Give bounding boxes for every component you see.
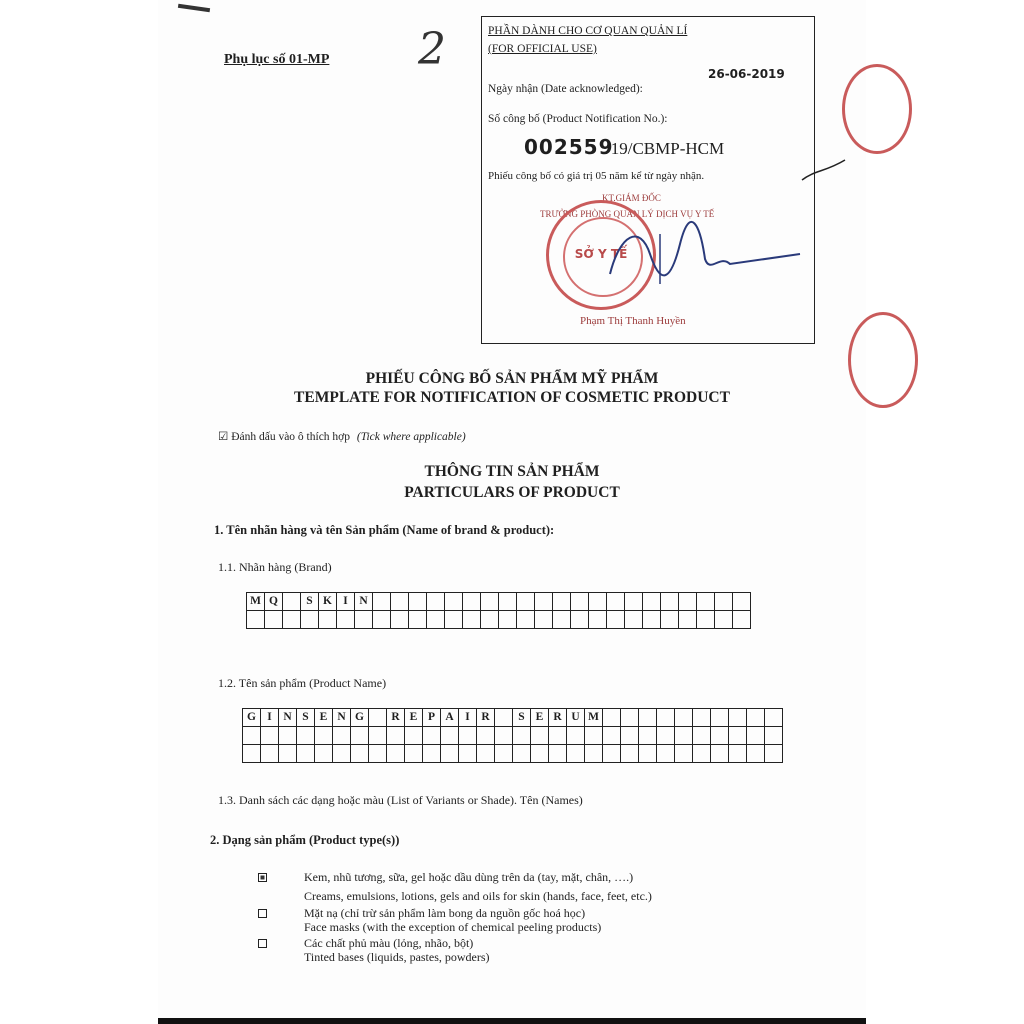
grid-cell (297, 727, 315, 745)
product-type-vi: Kem, nhũ tương, sữa, gel hoặc dầu dùng trên da (tay, mặt, chân, ….) (304, 870, 634, 884)
grid-cell (639, 709, 657, 727)
grid-cell (427, 611, 445, 629)
grid-cell (409, 593, 427, 611)
grid-cell (765, 727, 783, 745)
grid-cell: G (243, 709, 261, 727)
grid-cell (319, 611, 337, 629)
grid-cell: Q (265, 593, 283, 611)
grid-cell: S (513, 709, 531, 727)
product-type-en: Face masks (with the exception of chemical peeling products) (304, 920, 602, 934)
grid-cell (603, 727, 621, 745)
grid-cell (315, 727, 333, 745)
grid-cell (571, 593, 589, 611)
grid-cell (733, 611, 751, 629)
grid-cell (715, 593, 733, 611)
section-2-heading: 2. Dạng sản phẩm (Product type(s)) (210, 833, 400, 847)
grid-cell (765, 709, 783, 727)
product-name-label: 1.2. Tên sản phẩm (Product Name) (218, 676, 387, 690)
product-type-en: Creams, emulsions, lotions, gels and oils for skin (hands, face, feet, etc.) (304, 889, 652, 903)
grid-cell (553, 611, 571, 629)
grid-cell: R (549, 709, 567, 727)
grid-cell (697, 593, 715, 611)
grid-cell (441, 745, 459, 763)
grid-cell (625, 611, 643, 629)
brand-row-2 (247, 611, 751, 629)
grid-cell (373, 611, 391, 629)
grid-cell (747, 745, 765, 763)
official-use-box (481, 16, 815, 344)
grid-cell (715, 611, 733, 629)
product-row-3 (243, 745, 783, 763)
date-label: Ngày nhận (Date acknowledged): (488, 83, 643, 95)
grid-cell: E (405, 709, 423, 727)
grid-cell (481, 611, 499, 629)
product-type-vi: Mặt nạ (chỉ trừ sản phẩm làm bong da nguồn gốc hoá học) (304, 906, 586, 920)
grid-cell (693, 709, 711, 727)
grid-cell: K (319, 593, 337, 611)
grid-cell (747, 709, 765, 727)
grid-cell (711, 709, 729, 727)
bottom-edge (158, 1018, 866, 1024)
grid-cell (607, 593, 625, 611)
product-row-2 (243, 727, 783, 745)
grid-cell (477, 745, 495, 763)
official-title-en: (FOR OFFICIAL USE) (488, 43, 597, 55)
grid-cell (445, 593, 463, 611)
grid-cell: N (333, 709, 351, 727)
grid-cell (459, 745, 477, 763)
date-acknowledged: 26-06-2019 (708, 67, 785, 81)
grid-cell (585, 745, 603, 763)
grid-cell: R (387, 709, 405, 727)
validity-note: Phiếu công bố có giá trị 05 năm kể từ ngày nhận. (488, 170, 705, 182)
notification-suffix: /19/CBMP-HCM (606, 139, 725, 158)
grid-cell (621, 745, 639, 763)
grid-cell (679, 611, 697, 629)
signer-dept: TRƯỞNG PHÒNG QUẢN LÝ DỊCH VỤ Y TẾ (540, 209, 715, 219)
tick-box-icon: ☑ (218, 431, 229, 443)
grid-cell (459, 727, 477, 745)
grid-cell (495, 727, 513, 745)
grid-cell (693, 727, 711, 745)
grid-cell (499, 593, 517, 611)
handwritten-number: 2 (418, 24, 446, 75)
grid-cell: E (315, 709, 333, 727)
grid-cell (351, 727, 369, 745)
grid-cell (391, 593, 409, 611)
grid-cell (301, 611, 319, 629)
grid-cell (333, 745, 351, 763)
grid-cell (657, 709, 675, 727)
grid-cell (531, 745, 549, 763)
grid-cell (463, 593, 481, 611)
grid-cell (279, 727, 297, 745)
signer-title: KT.GIÁM ĐỐC (602, 193, 661, 203)
grid-cell (247, 611, 265, 629)
grid-cell (621, 709, 639, 727)
grid-cell (625, 593, 643, 611)
variants-label: 1.3. Danh sách các dạng hoặc màu (List of Variants or Shade). Tên (Names) (218, 793, 583, 807)
grid-cell (549, 727, 567, 745)
grid-cell (423, 745, 441, 763)
grid-cell (729, 727, 747, 745)
grid-cell (445, 611, 463, 629)
grid-cell: P (423, 709, 441, 727)
grid-cell (405, 727, 423, 745)
grid-cell (729, 745, 747, 763)
grid-cell (387, 727, 405, 745)
grid-cell (585, 727, 603, 745)
grid-cell (499, 611, 517, 629)
grid-cell (513, 745, 531, 763)
grid-cell (693, 745, 711, 763)
grid-cell (261, 745, 279, 763)
official-title-vi: PHẦN DÀNH CHO CƠ QUAN QUẢN LÍ (488, 25, 688, 37)
grid-cell: R (477, 709, 495, 727)
grid-cell (369, 709, 387, 727)
grid-cell (481, 593, 499, 611)
grid-cell (315, 745, 333, 763)
grid-cell (657, 727, 675, 745)
product-type-checkbox[interactable] (258, 909, 267, 918)
particulars-vi: THÔNG TIN SẢN PHẨM (424, 463, 600, 480)
grid-cell (261, 727, 279, 745)
grid-cell: S (301, 593, 319, 611)
section-1-heading: 1. Tên nhãn hàng và tên Sản phẩm (Name of brand & product): (214, 523, 555, 537)
grid-cell (297, 745, 315, 763)
grid-cell: N (279, 709, 297, 727)
product-type-checkbox[interactable] (258, 873, 267, 882)
grid-cell: I (337, 593, 355, 611)
grid-cell (643, 593, 661, 611)
grid-cell (589, 611, 607, 629)
grid-cell (675, 709, 693, 727)
grid-cell: M (585, 709, 603, 727)
grid-cell (427, 593, 445, 611)
grid-cell (279, 745, 297, 763)
grid-cell (513, 727, 531, 745)
grid-cell (369, 745, 387, 763)
grid-cell: I (261, 709, 279, 727)
grid-cell (387, 745, 405, 763)
grid-cell (423, 727, 441, 745)
grid-cell (621, 727, 639, 745)
brand-row-1 (247, 593, 751, 611)
grid-cell (567, 727, 585, 745)
grid-cell (441, 727, 459, 745)
grid-cell (243, 745, 261, 763)
grid-cell: E (531, 709, 549, 727)
grid-cell (639, 745, 657, 763)
signer-name: Phạm Thị Thanh Huyền (580, 315, 686, 327)
grid-cell (571, 611, 589, 629)
grid-cell (373, 593, 391, 611)
tick-note-en: (Tick where applicable) (356, 431, 466, 443)
grid-cell (679, 593, 697, 611)
notification-label: Số công bố (Product Notification No.): (488, 113, 668, 125)
grid-cell (639, 727, 657, 745)
brand-grid (246, 592, 751, 629)
grid-cell (463, 611, 481, 629)
grid-cell (729, 709, 747, 727)
grid-cell (535, 611, 553, 629)
grid-cell (333, 727, 351, 745)
seal-text: SỞ Y TẾ (574, 247, 628, 261)
product-type-vi: Các chất phủ màu (lỏng, nhão, bột) (304, 936, 474, 950)
grid-cell (243, 727, 261, 745)
grid-cell (405, 745, 423, 763)
grid-cell (589, 593, 607, 611)
grid-cell (369, 727, 387, 745)
grid-cell (531, 727, 549, 745)
grid-cell (549, 745, 567, 763)
tick-note (218, 429, 466, 443)
side-seal-top (842, 64, 912, 154)
grid-cell: N (355, 593, 373, 611)
particulars-en: PARTICULARS OF PRODUCT (404, 484, 620, 501)
grid-cell (283, 593, 301, 611)
grid-cell: U (567, 709, 585, 727)
grid-cell (747, 727, 765, 745)
grid-cell (603, 745, 621, 763)
grid-cell (603, 709, 621, 727)
title-en: TEMPLATE FOR NOTIFICATION OF COSMETIC PRODUCT (294, 389, 730, 406)
grid-cell (765, 745, 783, 763)
title-vi: PHIẾU CÔNG BỐ SẢN PHẨM MỸ PHẨM (365, 370, 659, 387)
brand-label: 1.1. Nhãn hàng (Brand) (218, 560, 332, 574)
grid-cell (567, 745, 585, 763)
grid-cell: I (459, 709, 477, 727)
signature (600, 214, 820, 294)
grid-cell (409, 611, 427, 629)
grid-cell (711, 727, 729, 745)
grid-cell: S (297, 709, 315, 727)
grid-cell (517, 611, 535, 629)
tick-note-vi: Đánh dấu vào ô thích hợp (231, 431, 351, 443)
pen-stroke (800, 150, 850, 190)
grid-cell (337, 611, 355, 629)
grid-cell (495, 709, 513, 727)
notification-number: 002559 (524, 135, 614, 159)
grid-cell (675, 745, 693, 763)
grid-cell (517, 593, 535, 611)
grid-cell (391, 611, 409, 629)
appendix-label: Phụ lục số 01-MP (224, 52, 330, 67)
product-row-1 (243, 709, 783, 727)
grid-cell (355, 611, 373, 629)
grid-cell (553, 593, 571, 611)
grid-cell (495, 745, 513, 763)
grid-cell (733, 593, 751, 611)
product-type-checkbox[interactable] (258, 939, 267, 948)
grid-cell (657, 745, 675, 763)
product-name-grid (242, 708, 783, 763)
grid-cell (535, 593, 553, 611)
grid-cell (265, 611, 283, 629)
grid-cell: A (441, 709, 459, 727)
grid-cell (711, 745, 729, 763)
grid-cell (661, 611, 679, 629)
grid-cell (697, 611, 715, 629)
grid-cell (351, 745, 369, 763)
grid-cell (643, 611, 661, 629)
product-type-en: Tinted bases (liquids, pastes, powders) (304, 950, 490, 964)
grid-cell (661, 593, 679, 611)
grid-cell (607, 611, 625, 629)
grid-cell (283, 611, 301, 629)
grid-cell: M (247, 593, 265, 611)
grid-cell: G (351, 709, 369, 727)
grid-cell (675, 727, 693, 745)
grid-cell (477, 727, 495, 745)
